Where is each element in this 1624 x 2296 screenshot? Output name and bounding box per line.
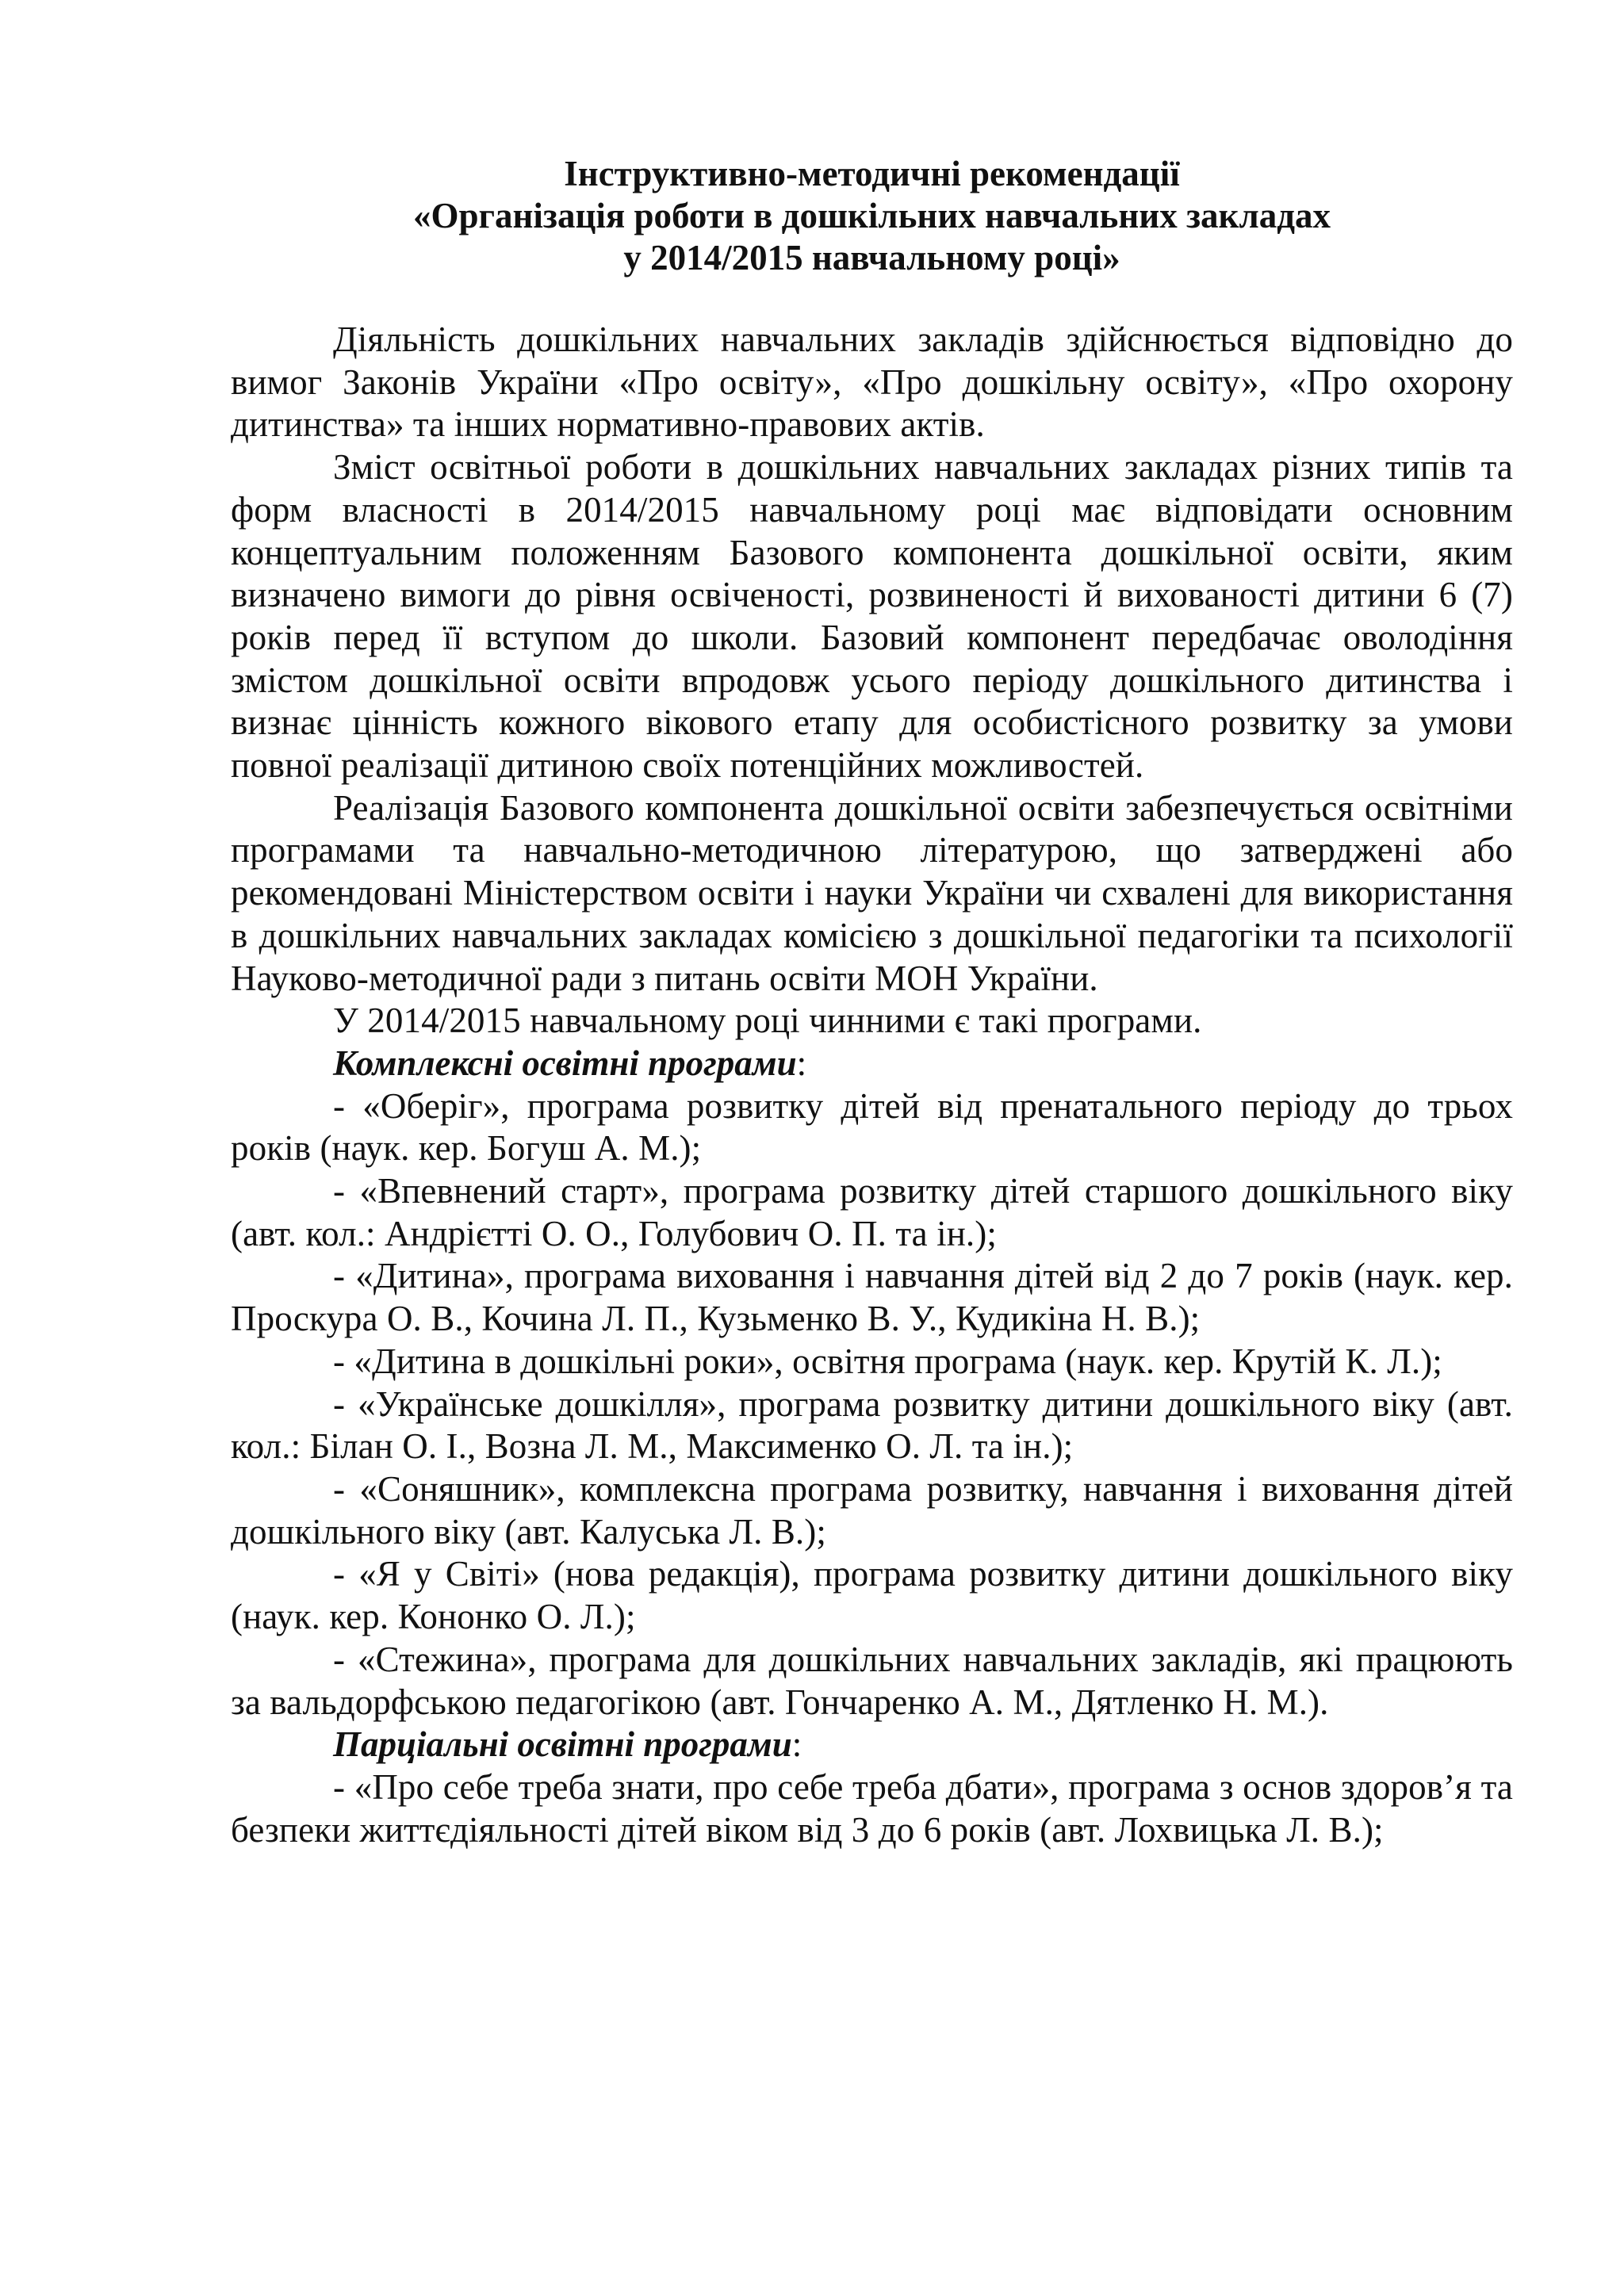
heading-colon: : <box>791 1724 802 1765</box>
list-item: - «Українське дошкілля», програма розвитку дитини дошкільного віку (авт. кол.: Білан О. І., Возна Л. М., Максименко О. Л. та ін.); <box>231 1383 1513 1467</box>
list-item: - «Я у Світі» (нова редакція), програма розвитку дитини дошкільного віку (наук. кер. Кононко О. Л.); <box>231 1554 1513 1637</box>
partial-programs-heading-text: Парціальні освітні програми <box>333 1724 792 1765</box>
complex-programs-heading <box>231 1043 1513 1085</box>
paragraph: Реалізація Базового компонента дошкільної освіти забезпечується освітніми програмами та навчально-методичною літературою, що затверджені або рекомендовані Міністерством освіти і науки України чи схвалені для використання в дошкільних навчальних закладах комісією з дошкільної педагогіки та психології Науково-методичної ради з питань освіти МОН України. <box>231 787 1513 998</box>
document-page <box>231 153 1513 1851</box>
complex-programs-heading-text: Комплексні освітні програми <box>333 1043 797 1083</box>
list-item: - «Соняшник», комплексна програма розвитку, навчання і виховання дітей дошкільного віку (авт. Калуська Л. В.); <box>231 1468 1513 1552</box>
heading-colon: : <box>796 1043 807 1083</box>
paragraph: Діяльність дошкільних навчальних закладів здійснюється відповідно до вимог Законів України «Про освіту», «Про дошкільну освіту», «Про охорону дитинства» та інших нормативно-правових актів. <box>231 320 1513 445</box>
title-line-1: Інструктивно-методичні рекомендації <box>564 154 1180 193</box>
document-body <box>231 319 1513 1851</box>
title-line-3: у 2014/2015 навчальному році» <box>623 238 1120 277</box>
list-item: - «Впевнений старт», програма розвитку дітей старшого дошкільного віку (авт. кол.: Андрієтті О. О., Голубович О. П. та ін.); <box>231 1171 1513 1253</box>
paragraph: Зміст освітньої роботи в дошкільних навчальних закладах різних типів та форм власності в 2014/2015 навчальному році має відповідати основним концептуальним положенням Базового компонента дошкільної освіти, яким визначено вимоги до рівня освіченості, розвиненості й вихованості дитини 6 (7) років перед її вступом до школи. Базовий компонент передбачає оволодіння змістом дошкільної освіти впродовж усього періоду дошкільного дитинства і визнає цінність кожного вікового етапу для особистісного розвитку за умови повної реалізації дитиною своїх потенційних можливостей. <box>231 447 1513 786</box>
title-line-2: «Організація роботи в дошкільних навчальних закладах <box>413 196 1331 235</box>
partial-programs-heading <box>231 1724 1513 1766</box>
list-item: - «Оберіг», програма розвитку дітей від пренатального періоду до трьох років (наук. кер. Богуш А. М.); <box>231 1085 1513 1169</box>
list-item: - «Дитина», програма виховання і навчання дітей від 2 до 7 років (наук. кер. Проскура О. В., Кочина Л. П., Кузьменко В. У., Кудикіна Н. В.); <box>231 1256 1513 1339</box>
paragraph: У 2014/2015 навчальному році чинними є такі програми. <box>333 1001 1202 1041</box>
list-item: - «Стежина», програма для дошкільних навчальних закладів, які працюють за вальдорфською педагогікою (авт. Гончаренко А. М., Дятленко Н. М.). <box>231 1639 1513 1722</box>
list-item: - «Дитина в дошкільні роки», освітня програма (наук. кер. Крутій К. Л.); <box>333 1341 1442 1381</box>
document-title <box>231 153 1513 279</box>
list-item: - «Про себе треба знати, про себе треба дбати», програма з основ здоров’я та безпеки життєдіяльності дітей віком від 3 до 6 років (авт. Лохвицька Л. В.); <box>231 1766 1513 1850</box>
